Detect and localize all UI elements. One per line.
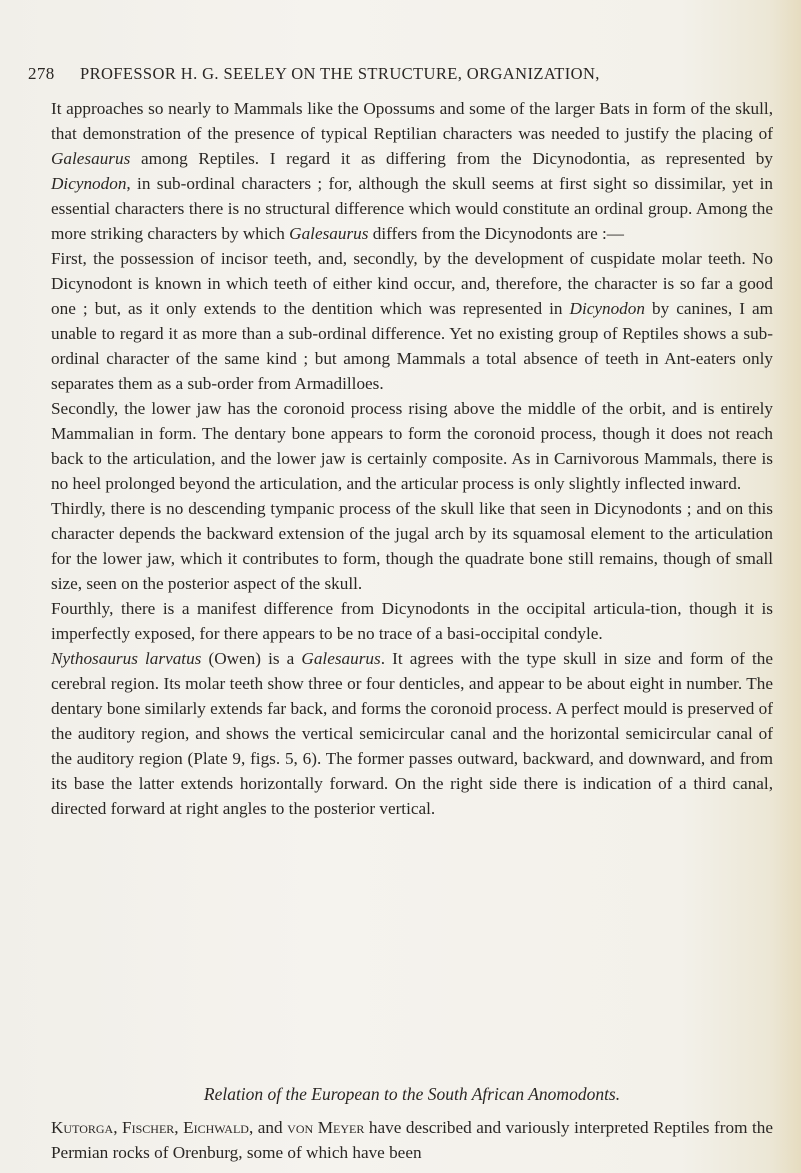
paragraph [51,96,773,246]
paragraph [51,646,773,821]
italic-term: Galesaurus [301,649,381,668]
paragraph [51,596,773,646]
text-run: and [253,1118,288,1137]
running-header [28,64,788,90]
text-run: , in sub-ordinal characters ; for, although the skull seems at first sight so dissimilar, yet in essential characters there is no structural difference which would constitute an ordinal group. Among the more striking characters by which [51,174,773,243]
text-run: Thirdly, there is no descending tympanic process of the skull like that seen in Dicynodonts ; and on this character depends the backward extension of the jugal arch by its squamosal element to the articulation for the lower jaw, which it contributes to form, though the quadrate bone still remains, though of small size, seen on the posterior aspect of the skull. [51,499,773,593]
author-names: Kutorga, Fischer, Eichwald, [51,1118,254,1137]
author-names: von Meyer [287,1118,365,1137]
paragraph [51,396,773,496]
paragraph [51,496,773,596]
text-run: (Owen) is a [201,649,302,668]
final-paragraph [51,1115,773,1165]
italic-term: Dicynodon [569,299,645,318]
section-heading: Relation of the European to the South African Anomodonts. [203,1084,621,1104]
text-run: among Reptiles. I regard it as differing from the Dicynodontia, as represented by [130,149,773,168]
text-run: First, the possession of incisor teeth, and, secondly, by the development of cuspidate molar teeth. No Dicynodont is known in which teeth of either kind occur, and, therefore, the character is so far a good one ; but, as it only extends to the dentition which was represented in [51,249,773,318]
page-number: 278 [28,64,55,83]
italic-term: Nythosaurus larvatus [51,649,202,668]
text-run: differs from the Dicynodonts are :— [368,224,624,243]
text-run: by canines, I am unable to regard it as more than a sub-ordinal difference. Yet no existing group of Reptiles shows a sub-ordinal character of the same kind ; but among Mammals a total absence of teeth in Ant-eaters only separates them as a sub-order from Armadilloes. [51,299,773,393]
text-run: have described and variously interpreted Reptiles from the Permian rocks of Orenburg, some of which have been [51,1118,773,1162]
running-title: PROFESSOR H. G. SEELEY ON THE STRUCTURE, ORGANIZATION, [80,64,600,83]
text-run: Secondly, the lower jaw has the coronoid process rising above the middle of the orbit, and is entirely Mammalian in form. The dentary bone appears to form the coronoid process, though it does not reach back to the articulation, and the lower jaw is certainly composite. As in Carnivorous Mammals, there is no heel prolonged beyond the articulation, and the articular process is only slightly inflected inward. [51,399,773,493]
italic-term: Galesaurus [51,149,131,168]
paragraph [51,1115,773,1165]
italic-term: Dicynodon [51,174,127,193]
text-run: . It agrees with the type skull in size and form of the cerebral region. Its molar teeth show three or four denticles, and appear to be about eight in number. The dentary bone similarly extends far back, and forms the coronoid process. A perfect mould is preserved of the auditory region, and shows the vertical semicircular canal and the horizontal semicircular canal of the auditory region (Plate 9, figs. 5, 6). The former passes outward, backward, and downward, and from its base the latter extends horizontally forward. On the right side there is indication of a third canal, directed forward at right angles to the posterior vertical. [51,649,773,818]
text-run: Fourthly, there is a manifest difference from Dicynodonts in the occipital articula-tion, though it is imperfectly exposed, for there appears to be no trace of a basi-occipital condyle. [51,599,773,643]
text-run: It approaches so nearly to Mammals like the Opossums and some of the larger Bats in form of the skull, that demonstration of the presence of typical Reptilian characters was needed to justify the placing of [51,99,773,143]
paragraph [51,246,773,396]
body-text [51,96,773,821]
italic-term: Galesaurus [289,224,369,243]
